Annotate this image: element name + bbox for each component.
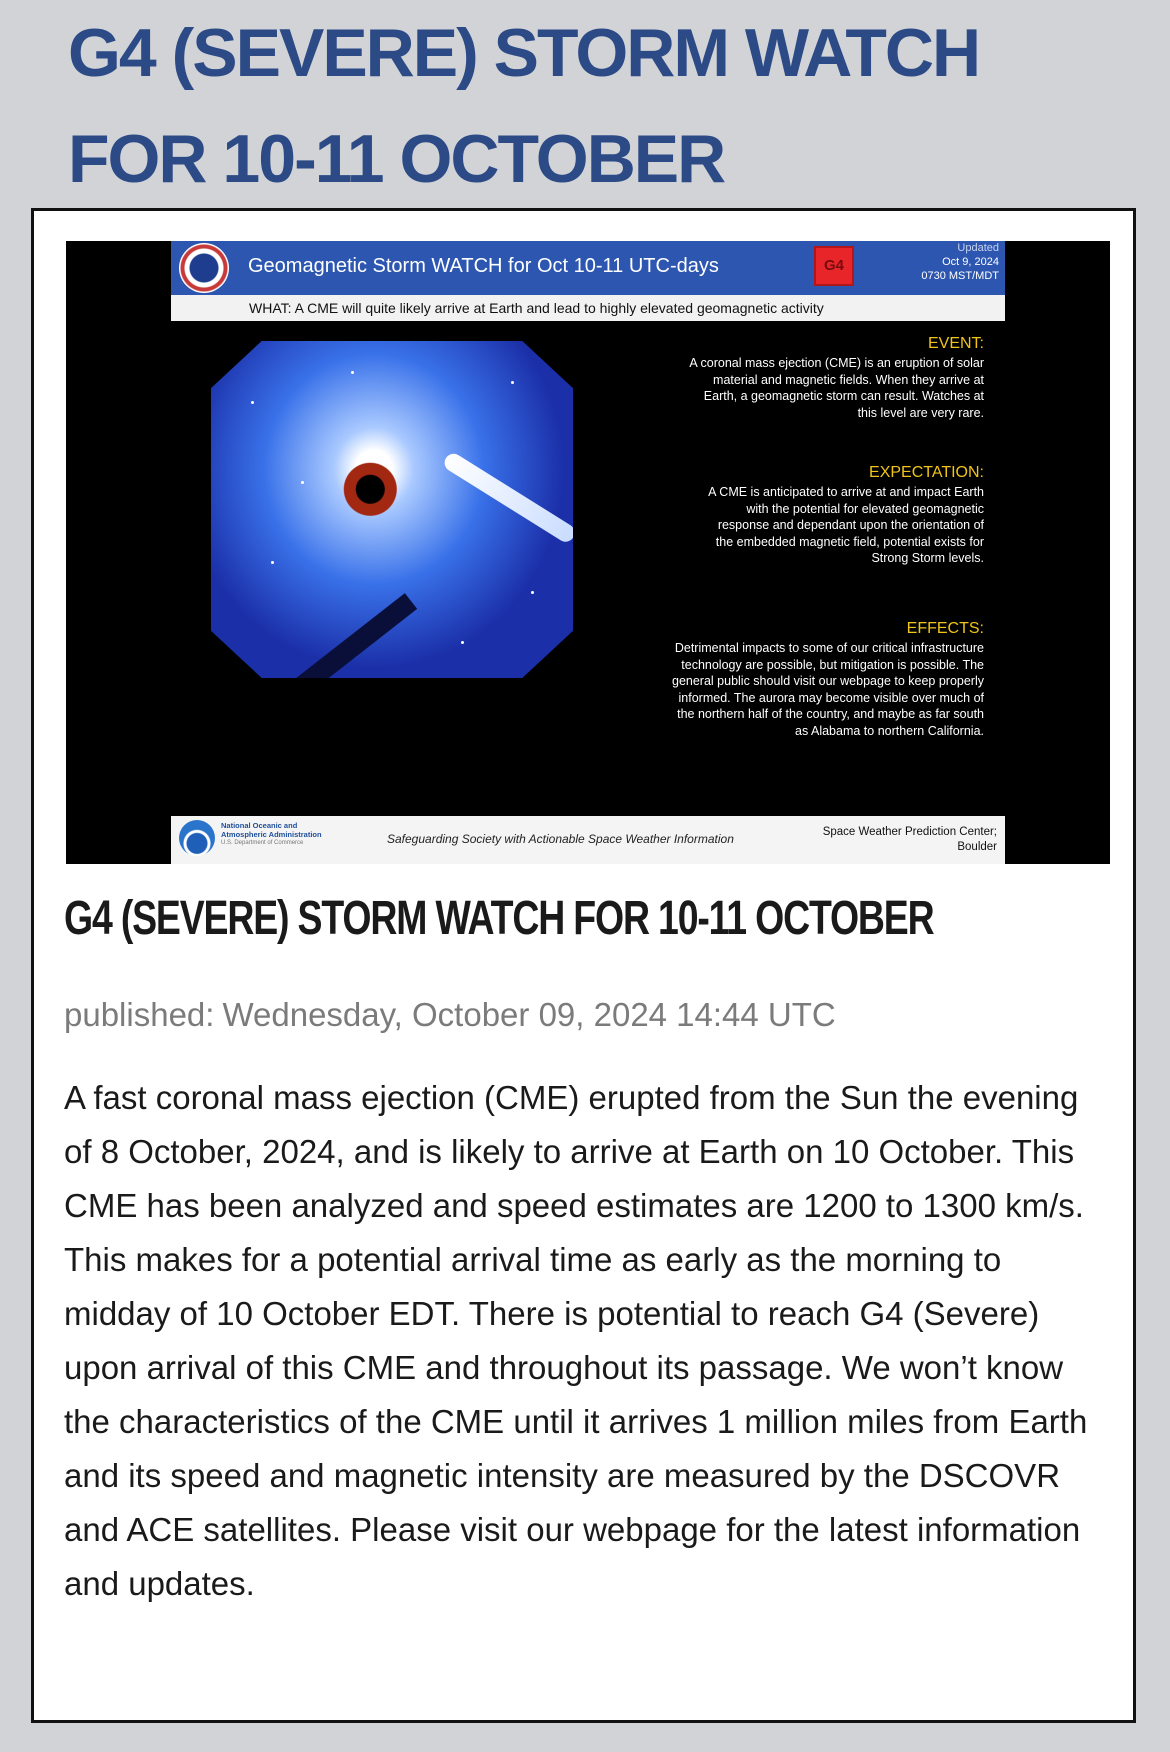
article-card: [31, 208, 1136, 1723]
updated-stamp: [871, 241, 999, 283]
what-banner: WHAT: A CME will quite likely arrive at Earth and lead to highly elevated geomagnetic activity: [171, 295, 1005, 321]
star: [461, 641, 464, 644]
noaa-agency-name: [221, 821, 331, 848]
swpc-line: Boulder: [957, 841, 997, 853]
expectation-line: with the potential for elevated geomagnetic: [746, 501, 984, 516]
effects-line: general public should visit our webpage to keep properly: [672, 674, 984, 688]
star: [531, 591, 534, 594]
page-title: G4 (SEVERE) STORM WATCH FOR 10-11 OCTOBER: [68, 15, 980, 197]
expectation-line: A CME is anticipated to arrive at and impact Earth: [708, 485, 984, 499]
effects-line: informed. The aurora may become visible over much of: [678, 690, 984, 705]
agency-line: National Oceanic and: [221, 821, 298, 830]
expectation-line: the embedded magnetic field, potential exists for: [715, 534, 984, 549]
star: [271, 561, 274, 564]
noaa-logo-icon: [179, 820, 215, 856]
occulter-pylon: [224, 593, 418, 750]
article-body: A fast coronal mass ejection (CME) erupted from the Sun the evening of 8 October, 2024, and is likely to arrive at Earth on 10 October. This CME has been analyzed and speed estimates are 1200 to 1300 km/s. This makes for a potential arrival time as early as the morning to midday of 10 October EDT. There is potential to reach G4 (Severe) upon arrival of this CME and throughout its passage. We won’t know the characteristics of the CME until it arrives 1 million miles from Earth and its speed and magnetic intensity are measured by the DSCOVR and ACE satellites. Please visit our webpage for the latest information and updates.: [64, 1079, 1088, 1602]
published-line: [64, 995, 836, 1035]
agency-line: Atmospheric Administration: [221, 830, 322, 839]
updated-label: Updated: [957, 242, 999, 254]
effects-line: Detrimental impacts to some of our critical infrastructure: [674, 641, 984, 655]
infographic-footer: [171, 816, 1005, 864]
published-date: Wednesday, October 09, 2024 14:44 UTC: [222, 996, 836, 1033]
effects-line: as Alabama to northern California.: [795, 723, 984, 738]
footer-slogan: Safeguarding Society with Actionable Space Weather Information: [387, 832, 734, 846]
updated-time: 0730 MST/MDT: [921, 270, 999, 282]
published-label: published:: [64, 996, 215, 1033]
expectation-section: [708, 462, 984, 567]
star: [351, 371, 354, 374]
expectation-heading: EXPECTATION:: [869, 464, 984, 481]
event-line: material and magnetic fields. When they arrive at: [713, 372, 984, 387]
g4-badge: G4: [814, 246, 854, 286]
event-section: [689, 333, 984, 421]
effects-section: [672, 618, 984, 739]
nws-seal-icon: [179, 243, 229, 293]
effects-line: technology are possible, but mitigation is possible. The: [681, 657, 984, 672]
event-line: A coronal mass ejection (CME) is an eruption of solar: [689, 356, 984, 370]
swpc-credit: [797, 825, 997, 855]
star: [251, 401, 254, 404]
coronagraph-image: [211, 341, 573, 678]
agency-subline: U.S. Department of Commerce: [221, 840, 304, 846]
article-heading: G4 (SEVERE) STORM WATCH FOR 10-11 OCTOBER: [64, 892, 934, 945]
infographic-title: Geomagnetic Storm WATCH for Oct 10-11 UTC-days: [248, 255, 719, 277]
comet-streak: [441, 450, 578, 545]
storm-watch-infographic: [66, 241, 1110, 864]
effects-line: the northern half of the country, and maybe as far south: [677, 707, 984, 721]
event-line: this level are very rare.: [857, 405, 984, 420]
event-line: Earth, a geomagnetic storm can result. Watches at: [703, 389, 984, 403]
star: [511, 381, 514, 384]
updated-date: Oct 9, 2024: [942, 256, 999, 268]
expectation-line: Strong Storm levels.: [871, 551, 984, 565]
event-heading: EVENT:: [927, 335, 984, 352]
star: [301, 481, 304, 484]
effects-heading: EFFECTS:: [906, 620, 984, 637]
infographic-header: [171, 241, 1005, 295]
expectation-line: response and dependant upon the orientation of: [717, 518, 984, 532]
swpc-line: Space Weather Prediction Center;: [822, 826, 997, 838]
